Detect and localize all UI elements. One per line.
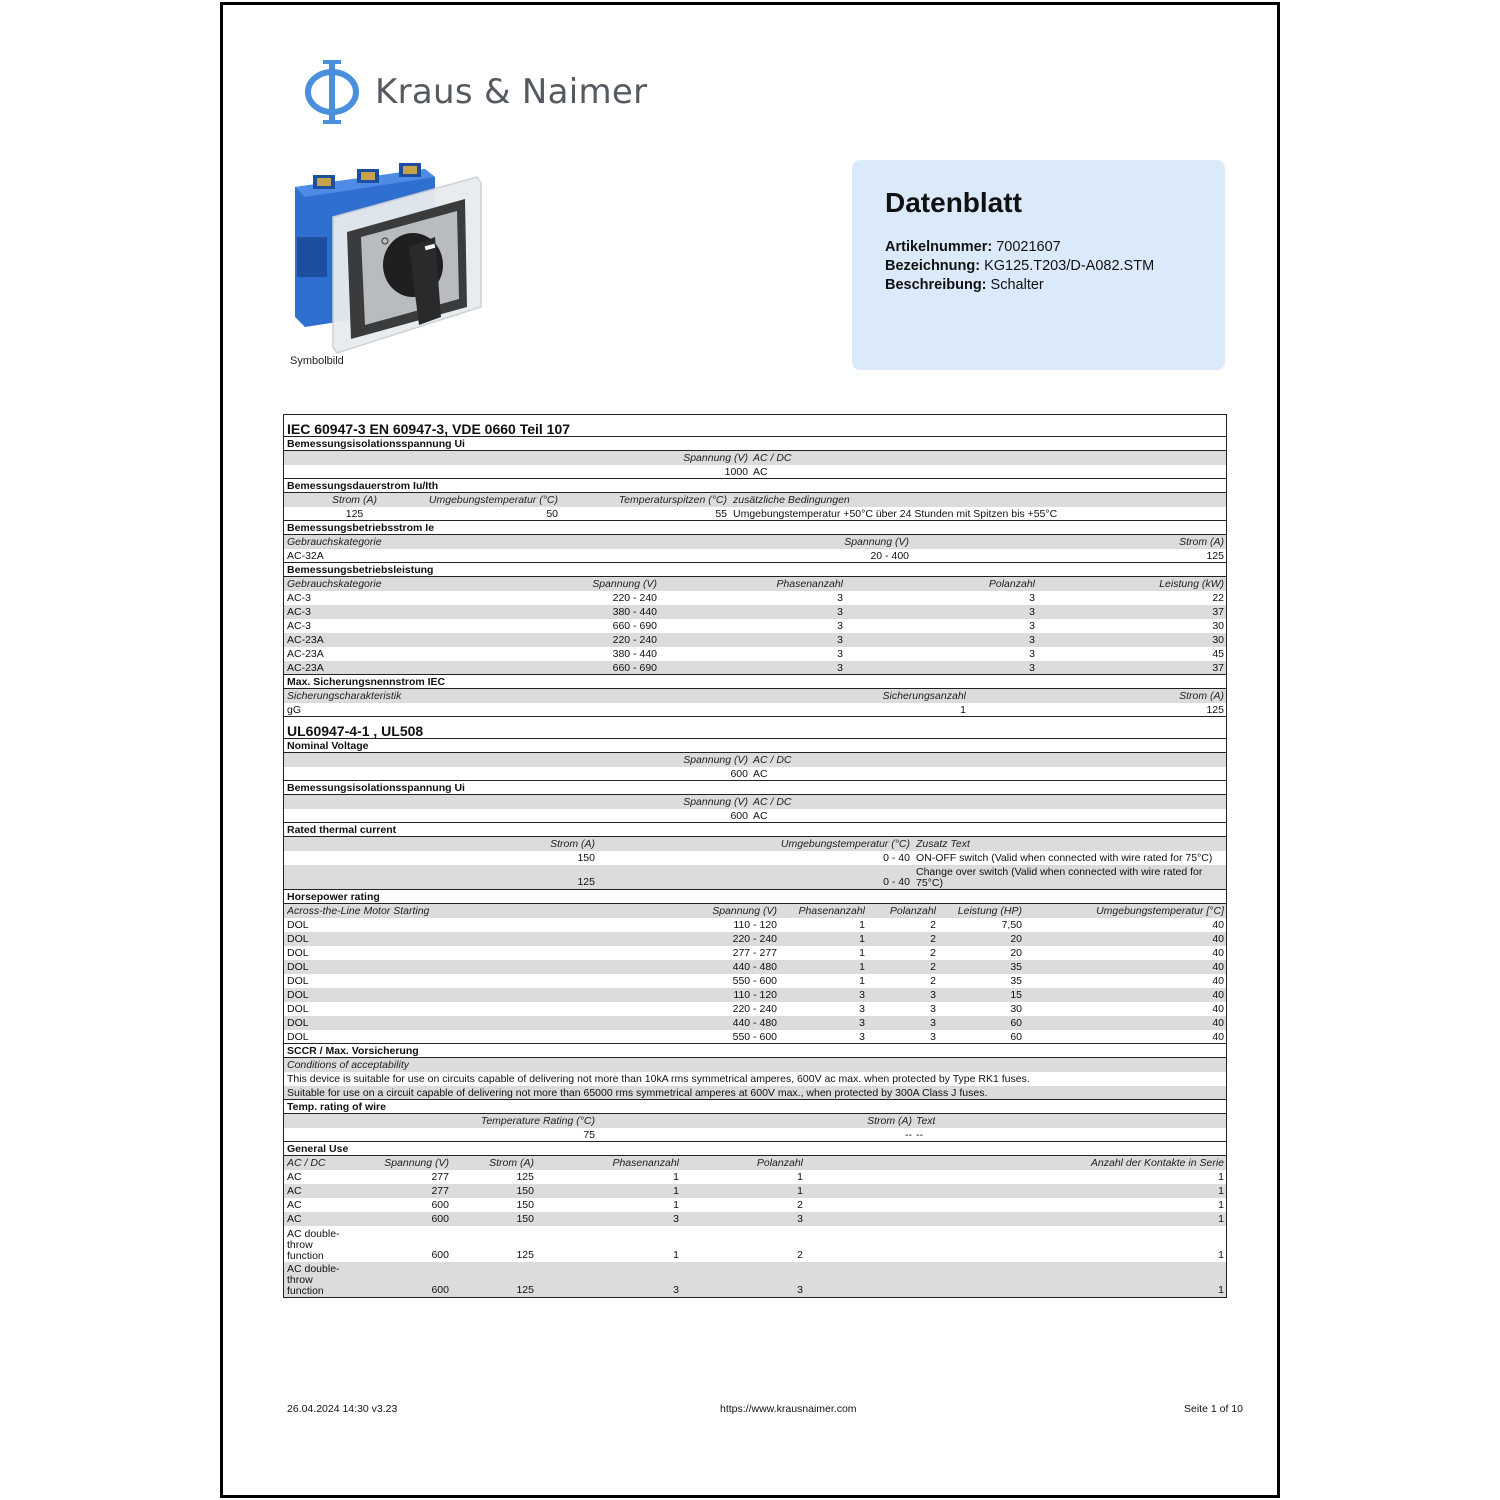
cell: 3 xyxy=(797,1284,803,1296)
cell: AC xyxy=(287,1171,302,1183)
col-header: AC / DC xyxy=(753,754,792,766)
cell: 1 xyxy=(1218,1284,1224,1296)
cell: 3 xyxy=(837,606,843,618)
table-row xyxy=(284,1198,1226,1212)
table-header-row xyxy=(284,904,1226,918)
section-title: Bemessungsdauerstrom Iu/Ith xyxy=(284,479,1226,493)
cell: AC xyxy=(753,809,768,822)
section-title: Rated thermal current xyxy=(284,823,1226,837)
cell: 30 xyxy=(1212,634,1224,646)
col-header: zusätzliche Bedingungen xyxy=(733,494,850,506)
cell: 600 xyxy=(431,1199,449,1211)
col-header: Spannung (V) xyxy=(712,905,777,917)
table-row xyxy=(284,988,1226,1002)
col-header: Phasenanzahl xyxy=(612,1157,679,1169)
cell: 220 - 240 xyxy=(732,1003,777,1015)
cell: 20 - 400 xyxy=(870,549,909,562)
table-row xyxy=(284,1016,1226,1030)
col-header: Spannung (V) xyxy=(844,536,909,548)
cell: 1000 xyxy=(724,465,748,478)
col-header: Temperature Rating (°C) xyxy=(480,1115,595,1127)
spec-table xyxy=(283,414,1227,1298)
datasheet-title: Datenblatt xyxy=(885,187,1022,218)
article-number-line xyxy=(885,238,1154,257)
table-row xyxy=(284,865,1226,890)
cell: AC-3 xyxy=(287,606,311,618)
cell: DOL xyxy=(287,1003,309,1015)
cell: AC-23A xyxy=(287,661,324,674)
cell: 2 xyxy=(930,947,936,959)
designation-value: KG125.T203/D-A082.STM xyxy=(984,258,1155,274)
cell: AC-23A xyxy=(287,634,324,646)
footer-url-link[interactable]: https://www.krausnaimer.com xyxy=(720,1403,857,1415)
cell: 1 xyxy=(673,1185,679,1197)
cell: 380 - 440 xyxy=(612,606,657,618)
cell: 550 - 600 xyxy=(732,975,777,987)
table-row xyxy=(284,549,1226,563)
cell: 125 xyxy=(577,876,595,888)
cell: 125 xyxy=(345,507,364,520)
cell: 3 xyxy=(859,1017,865,1029)
cell: 40 xyxy=(1212,947,1224,959)
ul-standard-title: UL60947-4-1 , UL508 xyxy=(284,717,1226,739)
cell: 3 xyxy=(837,661,843,674)
table-row xyxy=(284,932,1226,946)
col-header: Spannung (V) xyxy=(683,796,748,808)
col-header: Strom (A) xyxy=(489,1157,534,1169)
cell: 1 xyxy=(1218,1249,1224,1261)
table-header-row xyxy=(284,1156,1226,1170)
cell: 277 xyxy=(431,1185,449,1197)
datasheet-page xyxy=(220,2,1280,1498)
cell: 150 xyxy=(516,1185,534,1197)
cell: AC double-throw function xyxy=(287,1264,340,1297)
cell: 3 xyxy=(673,1284,679,1296)
cell: Suitable for use on a circuit capable of delivering not more than 65000 rms symmetrical amperes at 600V max., when protected by 300A Class J fuses. xyxy=(287,1086,988,1099)
cell: 1 xyxy=(859,933,865,945)
cell: 35 xyxy=(1010,961,1022,973)
table-row xyxy=(284,633,1226,647)
cell: 40 xyxy=(1212,989,1224,1001)
cell: AC double-throw function xyxy=(287,1229,340,1262)
cell: 110 - 120 xyxy=(733,989,777,1001)
cell: 150 xyxy=(516,1199,534,1211)
table-header-row xyxy=(284,753,1226,767)
cell: 150 xyxy=(516,1213,534,1225)
cell: 2 xyxy=(930,975,936,987)
cell: 2 xyxy=(930,933,936,945)
col-header: Strom (A) xyxy=(1179,536,1224,548)
cell: 35 xyxy=(1010,975,1022,987)
cell: 3 xyxy=(859,1030,865,1043)
col-header: Conditions of acceptability xyxy=(287,1059,409,1071)
cell: 125 xyxy=(1206,549,1224,562)
table-header-row xyxy=(284,689,1226,703)
section-title: Bemessungsbetriebsleistung xyxy=(284,563,1226,577)
section-title: Bemessungsisolationsspannung Ui xyxy=(284,781,1226,795)
designation-label: Bezeichnung: xyxy=(885,258,981,274)
col-header: Gebrauchskategorie xyxy=(287,536,382,548)
cell: 125 xyxy=(516,1284,534,1296)
table-row xyxy=(284,974,1226,988)
col-header: Polanzahl xyxy=(988,578,1035,590)
footer-timestamp: 26.04.2024 14:30 v3.23 xyxy=(287,1403,398,1415)
cell: 1 xyxy=(859,961,865,973)
cell: DOL xyxy=(287,961,309,973)
table-row xyxy=(284,703,1226,717)
cell: AC-3 xyxy=(287,592,311,604)
cell: 30 xyxy=(1010,1003,1022,1015)
cell: 1 xyxy=(1218,1185,1224,1197)
cell: 40 xyxy=(1212,919,1224,931)
cell: DOL xyxy=(287,947,309,959)
cell: 125 xyxy=(516,1171,534,1183)
cell: 1 xyxy=(673,1249,679,1261)
table-row xyxy=(284,1072,1226,1086)
description-line xyxy=(885,276,1154,295)
cell: 3 xyxy=(837,634,843,646)
cell: 3 xyxy=(1029,620,1035,632)
table-row xyxy=(284,851,1226,865)
phi-logo-icon xyxy=(303,59,361,125)
cell: 600 xyxy=(431,1284,449,1296)
col-header: Strom (A) xyxy=(867,1115,912,1127)
cell: 7,50 xyxy=(1001,919,1022,931)
table-row xyxy=(284,1212,1226,1226)
cell: DOL xyxy=(287,933,309,945)
cell: 660 - 690 xyxy=(612,620,657,632)
cell: DOL xyxy=(287,1030,309,1043)
article-number-label: Artikelnummer: xyxy=(885,239,993,255)
brand-name: Kraus & Naimer xyxy=(375,72,648,112)
cell: 15 xyxy=(1010,989,1022,1001)
table-row xyxy=(284,619,1226,633)
cell: 3 xyxy=(930,1003,936,1015)
cell: 1 xyxy=(859,975,865,987)
cell: 1 xyxy=(859,919,865,931)
cell: AC xyxy=(753,767,768,780)
description-value: Schalter xyxy=(990,277,1044,293)
section-title: Temp. rating of wire xyxy=(284,1100,1226,1114)
col-header: Polanzahl xyxy=(889,905,936,917)
cell: 1 xyxy=(673,1199,679,1211)
section-title: Nominal Voltage xyxy=(284,739,1226,753)
cell: 37 xyxy=(1212,661,1224,674)
cell: 600 xyxy=(431,1213,449,1225)
cell: 3 xyxy=(797,1213,803,1225)
product-details xyxy=(885,238,1154,295)
cell: 20 xyxy=(1010,947,1022,959)
footer-page-number: Seite 1 of 10 xyxy=(1184,1403,1243,1415)
col-header: Strom (A) xyxy=(1179,690,1224,702)
cell: 125 xyxy=(516,1249,534,1261)
iec-standard-title: IEC 60947-3 EN 60947-3, VDE 0660 Teil 107 xyxy=(284,415,1226,437)
col-header: Sicherungscharakteristik xyxy=(287,690,402,702)
cell: 2 xyxy=(930,961,936,973)
cell: -- xyxy=(905,1128,912,1141)
cell: 600 xyxy=(431,1249,449,1261)
cell: 20 xyxy=(1010,933,1022,945)
cell: 220 - 240 xyxy=(612,592,657,604)
col-header: Spannung (V) xyxy=(683,452,748,464)
cell: 3 xyxy=(837,620,843,632)
cell: 220 - 240 xyxy=(732,933,777,945)
cell: Change over switch (Valid when connected with wire rated for 75°C) xyxy=(916,867,1203,889)
col-header: Strom (A) xyxy=(332,494,377,506)
cell: 277 xyxy=(431,1171,449,1183)
cell: 30 xyxy=(1212,620,1224,632)
cell: AC-3 xyxy=(287,620,311,632)
cell: 40 xyxy=(1212,961,1224,973)
table-header-row xyxy=(284,535,1226,549)
cell: DOL xyxy=(287,989,309,1001)
cell: AC xyxy=(287,1185,302,1197)
cell: gG xyxy=(287,703,302,716)
col-header: Spannung (V) xyxy=(384,1157,449,1169)
table-row xyxy=(284,605,1226,619)
col-header: Umgebungstemperatur (°C) xyxy=(428,494,558,506)
col-header: Sicherungsanzahl xyxy=(882,690,966,702)
cell: 550 - 600 xyxy=(732,1030,777,1043)
cell: 3 xyxy=(859,1003,865,1015)
cell: 2 xyxy=(797,1249,803,1261)
col-header: Gebrauchskategorie xyxy=(287,578,382,590)
cell: 3 xyxy=(930,1017,936,1029)
table-header-row xyxy=(284,451,1226,465)
table-header-row xyxy=(284,577,1226,591)
cell: Umgebungstemperatur +50°C über 24 Stunden mit Spitzen bis +55°C xyxy=(733,507,1058,520)
cell: 110 - 120 xyxy=(733,919,777,931)
cell: 37 xyxy=(1212,606,1224,618)
brand-logo xyxy=(303,57,647,127)
section-title: Bemessungsbetriebsstrom Ie xyxy=(284,521,1226,535)
cell: 40 xyxy=(1212,933,1224,945)
cell: 1 xyxy=(797,1171,803,1183)
col-header: Phasenanzahl xyxy=(798,905,865,917)
table-row xyxy=(284,1030,1226,1044)
cell: 2 xyxy=(797,1199,803,1211)
col-header: Temperaturspitzen (°C) xyxy=(618,494,727,506)
product-image xyxy=(285,157,485,357)
col-header: Phasenanzahl xyxy=(776,578,843,590)
table-header-row xyxy=(284,493,1226,507)
cell: 3 xyxy=(1029,648,1035,660)
cell: 1 xyxy=(1218,1213,1224,1225)
col-header: Umgebungstemperatur (°C) xyxy=(780,838,910,850)
cell: 3 xyxy=(1029,661,1035,674)
table-row xyxy=(284,1262,1226,1298)
table-row xyxy=(284,946,1226,960)
cell: 3 xyxy=(1029,592,1035,604)
table-row xyxy=(284,1226,1226,1262)
description-label: Beschreibung: xyxy=(885,277,987,293)
cell: DOL xyxy=(287,919,309,931)
cell: 380 - 440 xyxy=(612,648,657,660)
table-row xyxy=(284,647,1226,661)
table-row xyxy=(284,1170,1226,1184)
section-title: Horsepower rating xyxy=(284,890,1226,904)
designation-line xyxy=(885,257,1154,276)
cell: 60 xyxy=(1010,1017,1022,1029)
table-row xyxy=(284,591,1226,605)
table-row xyxy=(284,767,1226,781)
cell: 75 xyxy=(583,1128,595,1141)
cell: AC-32A xyxy=(287,549,324,562)
table-row xyxy=(284,1184,1226,1198)
col-header: Leistung (HP) xyxy=(957,905,1022,917)
cell: 125 xyxy=(1206,703,1224,716)
cell: 1 xyxy=(960,703,966,716)
table-row xyxy=(284,507,1226,521)
table-header-row xyxy=(284,1058,1226,1072)
cell: 660 - 690 xyxy=(612,661,657,674)
cell: 50 xyxy=(546,507,558,520)
cell: 3 xyxy=(1029,634,1035,646)
table-row xyxy=(284,661,1226,675)
table-row xyxy=(284,809,1226,823)
cell: 40 xyxy=(1212,1030,1224,1043)
col-header: AC / DC xyxy=(753,796,792,808)
col-header: Polanzahl xyxy=(756,1157,803,1169)
cell: 3 xyxy=(837,648,843,660)
cell: 1 xyxy=(797,1185,803,1197)
table-row xyxy=(284,465,1226,479)
cell: 440 - 480 xyxy=(732,961,777,973)
cell: 3 xyxy=(930,989,936,1001)
cell: 22 xyxy=(1212,592,1224,604)
cell: 0 - 40 xyxy=(883,876,910,888)
col-header: Strom (A) xyxy=(550,838,595,850)
datasheet-info-card xyxy=(852,160,1225,370)
cell: 3 xyxy=(673,1213,679,1225)
section-title: General Use xyxy=(284,1142,1226,1156)
cell: 3 xyxy=(837,592,843,604)
cell: 600 xyxy=(730,767,748,780)
cell: 45 xyxy=(1212,648,1224,660)
cell: 3 xyxy=(930,1030,936,1043)
col-header: Spannung (V) xyxy=(592,578,657,590)
col-header: Zusatz Text xyxy=(916,838,970,850)
cell: 1 xyxy=(1218,1199,1224,1211)
table-header-row xyxy=(284,837,1226,851)
cell: 40 xyxy=(1212,975,1224,987)
cell: 3 xyxy=(859,989,865,1001)
image-caption: Symbolbild xyxy=(290,355,344,367)
table-row xyxy=(284,1128,1226,1142)
cell: 600 xyxy=(730,809,748,822)
cell: 1 xyxy=(859,947,865,959)
cell: ON-OFF switch (Valid when connected with wire rated for 75°C) xyxy=(916,852,1213,864)
cell: This device is suitable for use on circuits capable of delivering not more than 10kA rms symmetrical amperes, 600V ac max. when protected by Type RK1 fuses. xyxy=(287,1073,1030,1085)
col-header: Spannung (V) xyxy=(683,754,748,766)
table-row xyxy=(284,918,1226,932)
table-header-row xyxy=(284,1114,1226,1128)
cell: AC xyxy=(287,1199,302,1211)
section-title: Bemessungsisolationsspannung Ui xyxy=(284,437,1226,451)
col-header: Leistung (kW) xyxy=(1159,578,1224,590)
cell: 440 - 480 xyxy=(732,1017,777,1029)
cell: 1 xyxy=(1218,1171,1224,1183)
col-header: Across-the-Line Motor Starting xyxy=(287,905,430,917)
cell: AC xyxy=(753,465,768,478)
cell: 1 xyxy=(673,1171,679,1183)
table-row xyxy=(284,1086,1226,1100)
cell: 2 xyxy=(930,919,936,931)
cell: 0 - 40 xyxy=(883,852,910,864)
cell: 150 xyxy=(577,852,595,864)
cell: DOL xyxy=(287,975,309,987)
col-header: Anzahl der Kontakte in Serie xyxy=(1090,1157,1224,1169)
cell: 277 - 277 xyxy=(732,947,777,959)
cell: 40 xyxy=(1212,1003,1224,1015)
col-header: AC / DC xyxy=(287,1157,326,1169)
cell: DOL xyxy=(287,1017,309,1029)
cell: AC xyxy=(287,1213,302,1225)
col-header: Text xyxy=(916,1115,936,1127)
cell: 3 xyxy=(1029,606,1035,618)
col-header: AC / DC xyxy=(753,452,792,464)
section-title: SCCR / Max. Vorsicherung xyxy=(284,1044,1226,1058)
cell: 220 - 240 xyxy=(612,634,657,646)
table-row xyxy=(284,1002,1226,1016)
section-title: Max. Sicherungsnennstrom IEC xyxy=(284,675,1226,689)
table-row xyxy=(284,960,1226,974)
cell: 60 xyxy=(1010,1030,1022,1043)
cell: 55 xyxy=(715,507,727,520)
cell: AC-23A xyxy=(287,648,324,660)
cell: -- xyxy=(916,1128,923,1141)
cell: 40 xyxy=(1212,1017,1224,1029)
col-header: Umgebungstemperatur [°C] xyxy=(1096,905,1224,917)
article-number-value: 70021607 xyxy=(996,239,1061,255)
table-header-row xyxy=(284,795,1226,809)
